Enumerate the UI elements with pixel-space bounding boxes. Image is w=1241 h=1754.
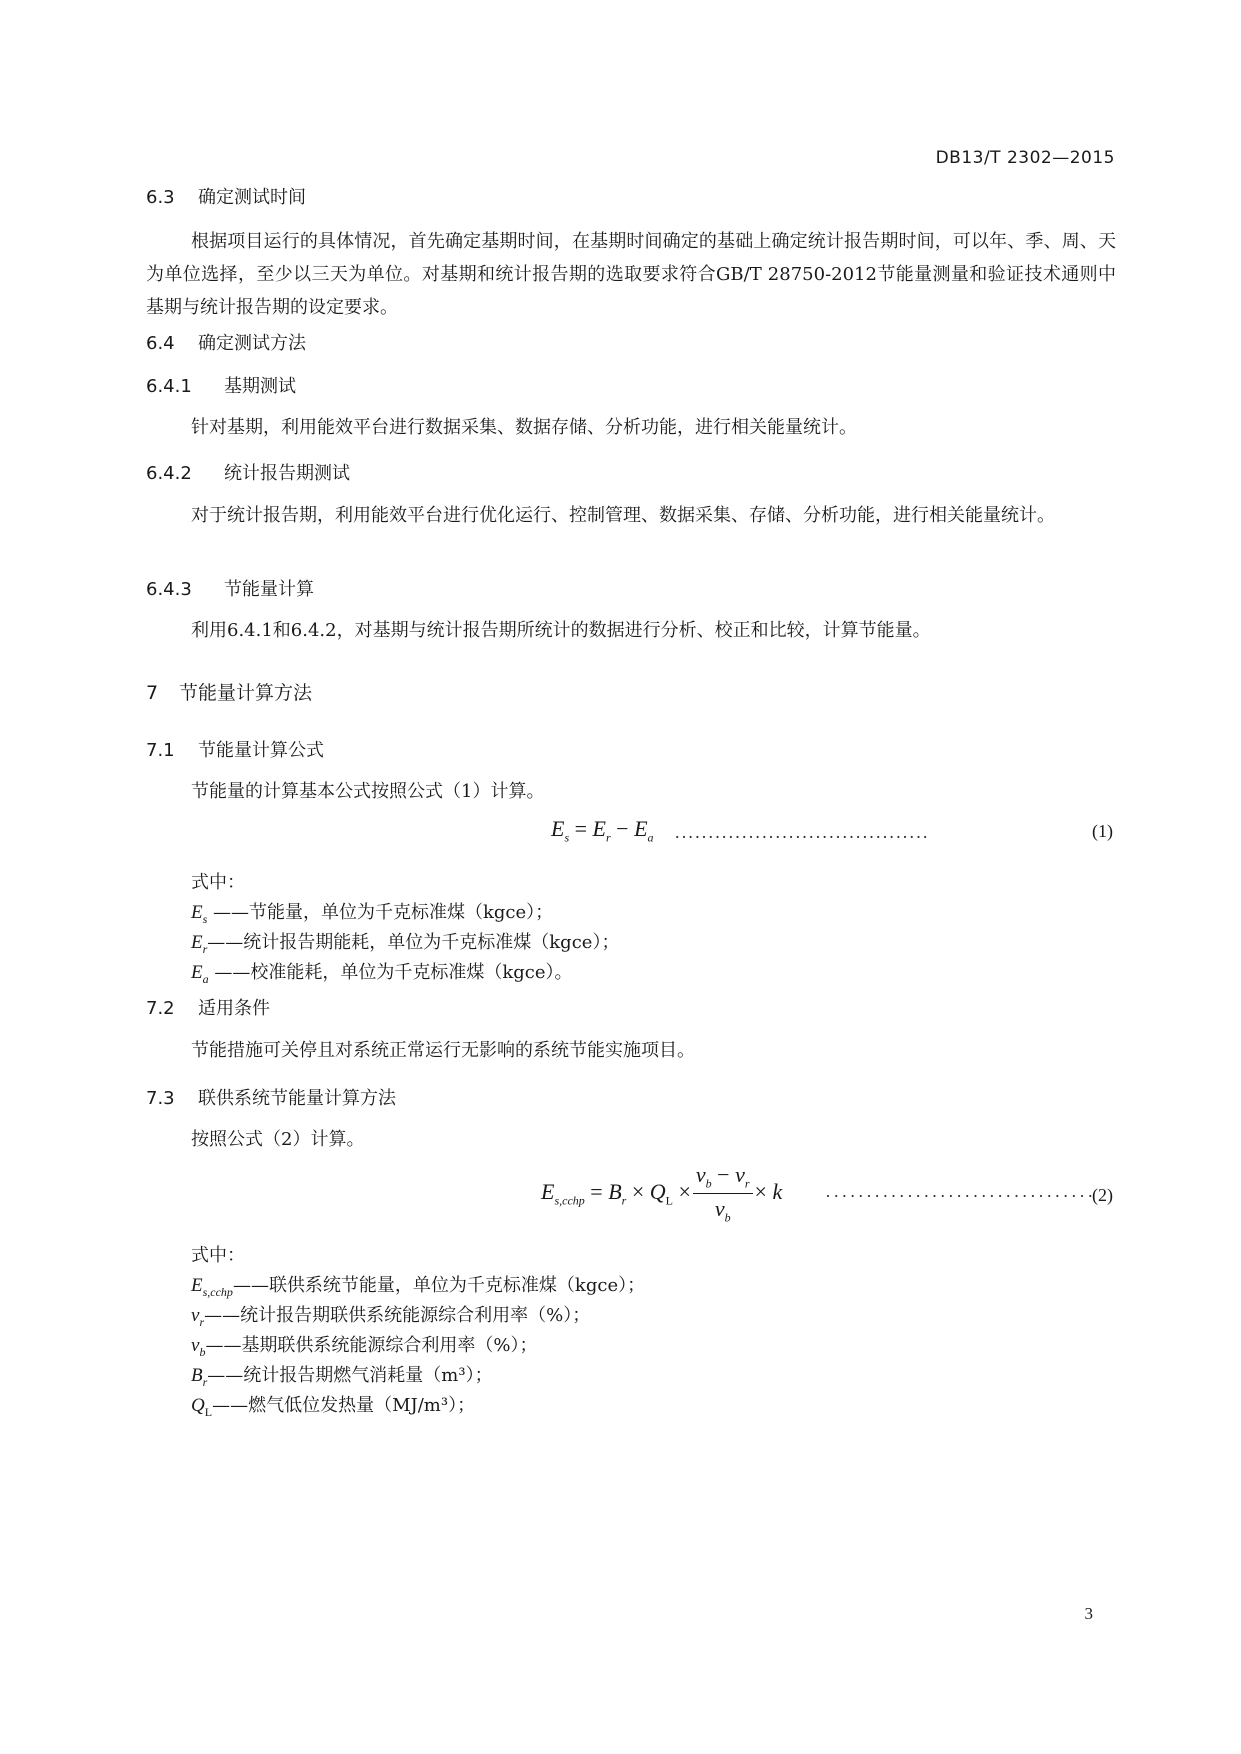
section-heading-7-2 [146, 994, 270, 1020]
definition-Br: $B_r——$统计报告期燃气消耗量（m³）； [191, 1365, 493, 1389]
paragraph-6-4-3: 利用6.4.1和6.4.2，对基期与统计报告期所统计的数据进行分析、校正和比较，计算节能量。 [191, 620, 931, 641]
section-heading-6-3 [146, 183, 306, 209]
equation-2-number: (2) [1092, 1185, 1113, 1205]
symbol: $v_r$ [191, 1305, 205, 1329]
definition-Es: $E_s$ ——节能量，单位为千克标准煤（kgce）； [191, 902, 554, 926]
section-heading-6-4-2 [146, 459, 350, 485]
equation-2-leader-dots: ································· [825, 1186, 1096, 1206]
section-number: 6.4 [146, 333, 175, 354]
section-title: 节能量计算 [224, 579, 314, 600]
equation-1-number: (1) [1092, 821, 1113, 841]
section-heading-7-3 [146, 1084, 396, 1110]
symbol: $E_{s,cchp}$ [191, 1275, 233, 1299]
section-heading-6-4 [146, 329, 306, 355]
section-number: 7.2 [146, 998, 175, 1019]
definition-vb: $v_b——$基期联供系统能源综合利用率（%）； [191, 1335, 538, 1359]
symbol: $v_b$ [191, 1335, 206, 1359]
paragraph-7-1-intro: 节能量的计算基本公式按照公式（1）计算。 [191, 781, 545, 802]
standard-number: DB13/T 2302—2015 [935, 148, 1115, 168]
paragraph-7-3-intro: 按照公式（2）计算。 [191, 1129, 365, 1150]
page-number: 3 [1084, 1604, 1093, 1623]
paragraph-7-2: 节能措施可关停且对系统正常运行无影响的系统节能实施项目。 [191, 1040, 695, 1061]
where-label-1: 式中： [191, 872, 245, 893]
section-number: 6.4.3 [146, 579, 192, 600]
symbol: $E_a$ [191, 962, 209, 986]
equation-1-formula: $E_s = E_r - E_a$ [551, 816, 654, 845]
section-number: 6.4.1 [146, 376, 192, 397]
chapter-number: 7 [146, 682, 159, 704]
section-heading-6-4-1 [146, 372, 296, 398]
section-number: 6.4.2 [146, 463, 192, 484]
equation-2-formula: $E_{s,cchp} = B_r \times Q_L$ × $\frac{v_b - v_r}{v_b}$ × k [541, 1162, 783, 1225]
definition-Escchp: $E_{s,cchp}——$联供系统节能量，单位为千克标准煤（kgce）； [191, 1275, 646, 1299]
section-heading-7-1 [146, 736, 324, 762]
section-title: 节能量计算公式 [198, 740, 324, 761]
section-title: 联供系统节能量计算方法 [198, 1088, 396, 1109]
section-number: 7.3 [146, 1088, 175, 1109]
symbol: $E_r$ [191, 932, 208, 956]
section-number: 6.3 [146, 187, 175, 208]
paragraph-6-3: 根据项目运行的具体情况，首先确定基期时间，在基期时间确定的基础上确定统计报告期时间，可以年、季、周、天为单位选择，至少以三天为单位。对基期和统计报告期的选取要求符合GB/T 28750-2012节能量测量和验证技术通则中基期与统计报告期的设定要求。 [146, 231, 1116, 318]
chapter-heading-7 [146, 678, 312, 705]
definition-Ea: $E_a$ ——校准能耗，单位为千克标准煤（kgce）。 [191, 962, 573, 986]
section-title: 确定测试时间 [198, 187, 306, 208]
where-label-2: 式中： [191, 1245, 245, 1266]
equation-2-fraction: $\frac{v_b - v_r}{v_b}$ [693, 1162, 753, 1226]
symbol: $E_s$ [191, 902, 208, 926]
chapter-title: 节能量计算方法 [179, 682, 313, 704]
section-number: 7.1 [146, 740, 175, 761]
symbol: $B_r$ [191, 1365, 208, 1389]
definition-QL: $Q_L——$燃气低位发热量（MJ/m³）； [191, 1395, 476, 1419]
section-title: 适用条件 [198, 998, 270, 1019]
section-title: 统计报告期测试 [224, 463, 350, 484]
section-title: 基期测试 [224, 376, 296, 397]
section-title: 确定测试方法 [198, 333, 306, 354]
symbol: $Q_L$ [191, 1395, 213, 1419]
paragraph-6-4-1: 针对基期，利用能效平台进行数据采集、数据存储、分析功能，进行相关能量统计。 [191, 417, 857, 438]
equation-1-leader-dots: ...................................... [675, 822, 930, 842]
paragraph-6-4-2: 对于统计报告期，利用能效平台进行优化运行、控制管理、数据采集、存储、分析功能，进行相关能量统计。 [191, 505, 1055, 526]
equation-2 [541, 1162, 782, 1226]
equation-1 [551, 816, 654, 845]
definition-vr: $v_r——$统计报告期联供系统能源综合利用率（%）； [191, 1305, 591, 1329]
definition-Er: $E_r——$统计报告期能耗，单位为千克标准煤（kgce）； [191, 932, 620, 956]
section-heading-6-4-3 [146, 575, 314, 601]
